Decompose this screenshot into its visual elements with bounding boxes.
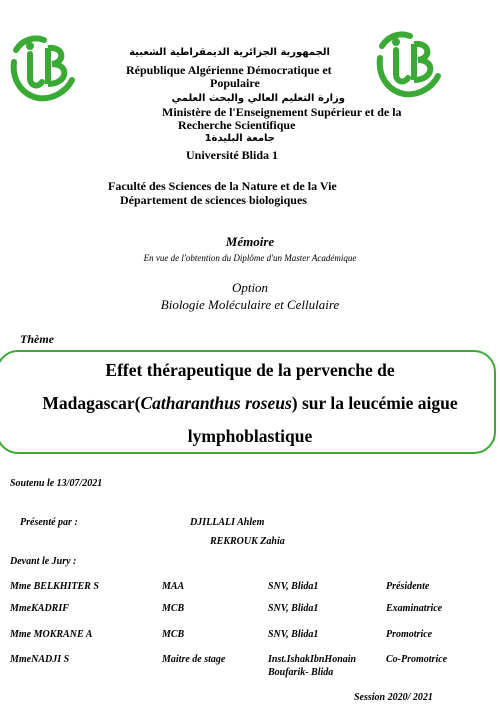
memoire-subtitle: En vue de l'obtention du Diplôme d'un Master Académique (143, 253, 357, 263)
theme-label: Thème (20, 332, 54, 346)
jury-member-role: Examinatrice (386, 603, 443, 614)
defense-date: Soutenu le 13/07/2021 (10, 478, 103, 489)
theme-line-3: lymphoblastique (187, 426, 313, 446)
student-name-2: REKROUK Zahia (210, 536, 285, 547)
jury-member-institution-line2: Boufarik- Blida (268, 667, 334, 678)
memoire-title: Mémoire (225, 234, 275, 249)
jury-member-role: Co-Promotrice (386, 654, 448, 665)
theme-line-2-start: Madagascar( (42, 393, 141, 413)
option-label: Option (231, 280, 269, 295)
option-value: Biologie Moléculaire et Cellulaire (160, 297, 340, 312)
jury-member-role: Présidente (386, 581, 430, 592)
arabic-ministry-title: وزارة التعليم العالي والبحث العلمي (171, 93, 345, 104)
theme-line-2 (0, 393, 500, 414)
arabic-university-name: جامعة البليدة1 (204, 133, 275, 144)
university-logo-left (8, 32, 80, 104)
department-name: Département de sciences biologiques (120, 193, 307, 207)
session-label: Session 2020/ 2021 (354, 692, 433, 703)
jury-member-name: MmeNADJI S (10, 654, 70, 665)
jury-member-institution: SNV, Blida1 (268, 581, 319, 592)
faculty-name: Faculté des Sciences de la Nature et de la Vie (108, 179, 337, 193)
jury-member-institution: SNV, Blida1 (268, 603, 319, 614)
arabic-republic-title: الجمهورية الجزائرية الديمقراطية الشعبية (129, 47, 330, 58)
jury-member-role: Promotrice (386, 629, 433, 640)
jury-member-name: Mme BELKHITER S (10, 581, 99, 592)
jury-member-name: Mme MOKRANE A (10, 629, 93, 640)
republic-title: République Algérienne Démocratique et (126, 63, 332, 77)
jury-label: Devant le Jury : (10, 556, 77, 567)
jury-member-institution: SNV, Blida1 (268, 629, 319, 640)
jury-member-grade: MAA (162, 581, 185, 592)
jury-member-institution: Inst.IshakIbnHonain (268, 654, 357, 665)
university-logo-right (374, 28, 446, 100)
university-name: Université Blida 1 (186, 148, 278, 162)
jury-member-name: MmeKADRIF (10, 603, 69, 614)
species-name: Catharanthus roseus (140, 393, 292, 413)
jury-member-grade: Maitre de stage (162, 654, 226, 665)
republic-title-line2: Populaire (210, 76, 260, 90)
presented-by-label: Présenté par : (20, 517, 78, 528)
theme-line-1: Effet thérapeutique de la pervenche de (105, 360, 395, 380)
theme-line-2-end: ) sur la leucémie aigue (291, 393, 458, 413)
ministry-title-line2: Recherche Scientifique (178, 118, 296, 132)
student-name-1: DJILLALI Ahlem (190, 517, 265, 528)
jury-member-grade: MCB (162, 603, 185, 614)
ministry-title: Ministère de l'Enseignement Supérieur et de la (162, 105, 402, 119)
jury-member-grade: MCB (162, 629, 185, 640)
